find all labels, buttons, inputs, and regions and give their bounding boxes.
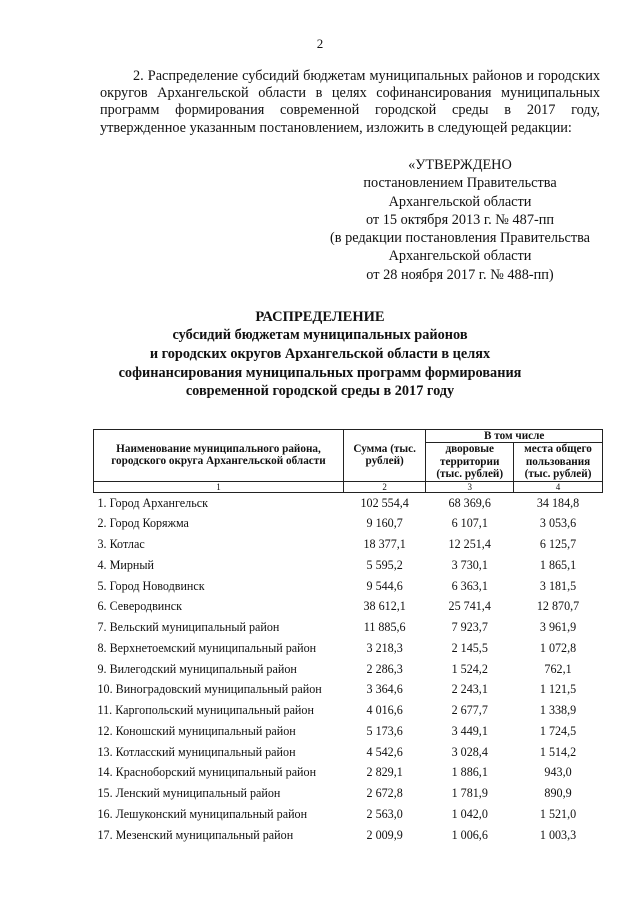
header-yard: дворовые территории (тыс. рублей) [426, 443, 514, 481]
row-name: 17. Мезенский муниципальный район [97, 827, 294, 842]
table-row [94, 762, 603, 783]
row-name: 16. Лешуконский муниципальный район [97, 806, 308, 821]
table-row [94, 825, 603, 846]
row-name: 5. Город Новодвинск [97, 578, 205, 593]
approval-line: (в редакции постановления Правительства [329, 230, 591, 247]
row-sum: 2 829,1 [366, 765, 403, 780]
heading-title: РАСПРЕДЕЛЕНИЕ [255, 309, 385, 325]
row-name: 9. Вилегодский муниципальный район [97, 661, 297, 676]
row-public: 1 521,0 [539, 806, 577, 821]
row-name: 15. Ленский муниципальный район [97, 786, 281, 800]
row-public: 1 003,3 [539, 827, 577, 842]
row-yard: 6 363,1 [451, 578, 488, 593]
row-sum: 9 160,7 [366, 516, 403, 531]
column-number: 1 [94, 481, 344, 492]
row-sum: 2 286,3 [366, 661, 403, 676]
row-name: 11. Каргопольский муниципальный район [97, 703, 314, 717]
row-public: 3 961,9 [539, 620, 577, 634]
table-row [94, 783, 603, 804]
row-yard: 3 028,4 [451, 744, 488, 759]
row-public: 1 072,8 [539, 640, 577, 655]
table-row [94, 617, 603, 638]
row-sum: 5 595,2 [366, 557, 403, 572]
row-sum: 18 377,1 [363, 537, 406, 551]
table-body [94, 492, 603, 845]
table-row [94, 679, 603, 700]
heading-subtitle: и городских округов Архангельской области в целях [149, 345, 491, 362]
heading-subtitle: современной городской среды в 2017 году [185, 383, 455, 400]
row-public: 6 125,7 [539, 537, 577, 551]
row-name: 14. Красноборский муниципальный район [97, 765, 317, 780]
table-row [94, 555, 603, 576]
row-public: 3 053,6 [539, 516, 577, 531]
row-sum: 2 563,0 [366, 806, 403, 821]
row-name: 12. Коношский муниципальный район [97, 723, 296, 738]
row-sum: 4 542,6 [366, 744, 403, 759]
row-name: 3. Котлас [97, 537, 145, 551]
row-public: 3 181,5 [539, 578, 577, 593]
table-row [94, 534, 603, 555]
row-name: 7. Вельский муниципальный район [97, 620, 280, 634]
row-yard: 68 369,6 [448, 495, 491, 510]
header-name: Наименование муниципального района, городского округа Архангельской области [94, 430, 344, 482]
row-public: 12 870,7 [536, 599, 580, 614]
row-public: 762,1 [544, 661, 572, 676]
row-sum: 5 173,6 [366, 723, 403, 738]
table-row [94, 576, 603, 597]
document-heading [0, 309, 640, 401]
row-yard: 3 449,1 [451, 723, 488, 738]
row-name: 1. Город Архангельск [97, 495, 208, 510]
row-yard: 12 251,4 [448, 537, 491, 551]
header-including: В том числе [426, 430, 603, 443]
column-number: 4 [514, 481, 603, 492]
amendment-paragraph [100, 68, 600, 137]
table-row [94, 596, 603, 617]
row-public: 1 865,1 [539, 557, 577, 572]
row-public: 1 514,2 [539, 744, 577, 759]
approval-line: от 15 октября 2013 г. № 487-пп [365, 211, 555, 228]
row-yard: 1 886,1 [451, 765, 488, 780]
row-sum: 11 885,6 [363, 620, 406, 634]
approval-line: постановлением Правительства [363, 175, 557, 192]
row-public: 1 121,5 [539, 682, 577, 697]
approval-line: «УТВЕРЖДЕНО [408, 157, 512, 173]
distribution-table [93, 429, 603, 845]
table-row [94, 804, 603, 825]
row-yard: 1 524,2 [451, 661, 488, 676]
row-public: 890,9 [544, 786, 572, 800]
page-number: 2 [316, 36, 324, 51]
approval-stamp [300, 156, 620, 284]
row-yard: 25 741,4 [448, 599, 491, 614]
approval-line: от 28 ноября 2017 г. № 488-пп) [366, 266, 554, 283]
table-row [94, 721, 603, 742]
row-public: 943,0 [544, 765, 572, 780]
row-yard: 6 107,1 [451, 516, 488, 531]
row-yard: 2 243,1 [451, 682, 488, 697]
approval-line: Архангельской области [388, 193, 532, 210]
amendment-paragraph-text: 2. Распределение субсидий бюджетам муниципальных районов и городских округов Архангельской области в целях софинансирования муниципальных программ формирования современной городской среды в 2017 году, утвержденное указанным постановлением, изложить в следующей редакции: [100, 68, 600, 136]
row-name: 2. Город Коряжма [97, 516, 189, 531]
heading-subtitle: субсидий бюджетам муниципальных районов [172, 327, 468, 343]
column-number: 3 [426, 481, 514, 492]
row-name: 4. Мирный [97, 557, 154, 572]
row-yard: 1 006,6 [451, 827, 488, 842]
row-sum: 2 672,8 [366, 786, 403, 800]
row-name: 6. Северодвинск [97, 599, 182, 614]
row-yard: 1 781,9 [451, 786, 488, 800]
header-public: места общего пользования (тыс. рублей) [514, 443, 603, 481]
column-number: 2 [343, 481, 425, 492]
row-yard: 2 677,7 [451, 703, 488, 717]
row-public: 1 338,9 [539, 703, 577, 717]
approval-line: Архангельской области [388, 248, 532, 265]
row-sum: 9 544,6 [366, 578, 403, 593]
row-sum: 3 364,6 [366, 682, 403, 697]
table-row [94, 513, 603, 534]
row-name: 10. Виноградовский муниципальный район [97, 682, 322, 697]
table-row [94, 700, 603, 721]
row-sum: 4 016,6 [366, 703, 403, 717]
table-row [94, 659, 603, 680]
row-yard: 3 730,1 [451, 557, 488, 572]
row-yard: 2 145,5 [451, 640, 488, 655]
heading-subtitle: софинансирования муниципальных программ формирования [118, 364, 522, 381]
row-sum: 3 218,3 [366, 640, 403, 655]
row-yard: 7 923,7 [451, 620, 488, 634]
row-sum: 2 009,9 [366, 827, 403, 842]
row-yard: 1 042,0 [451, 806, 488, 821]
row-name: 13. Котласский муниципальный район [97, 744, 296, 759]
table-row [94, 638, 603, 659]
row-sum: 38 612,1 [363, 599, 406, 614]
row-public: 1 724,5 [539, 723, 577, 738]
row-sum: 102 554,4 [360, 495, 409, 510]
header-sum: Сумма (тыс. рублей) [343, 430, 425, 482]
row-name: 8. Верхнетоемский муниципальный район [97, 640, 317, 655]
table-row [94, 492, 603, 513]
row-public: 34 184,8 [536, 495, 580, 510]
table-row [94, 742, 603, 763]
